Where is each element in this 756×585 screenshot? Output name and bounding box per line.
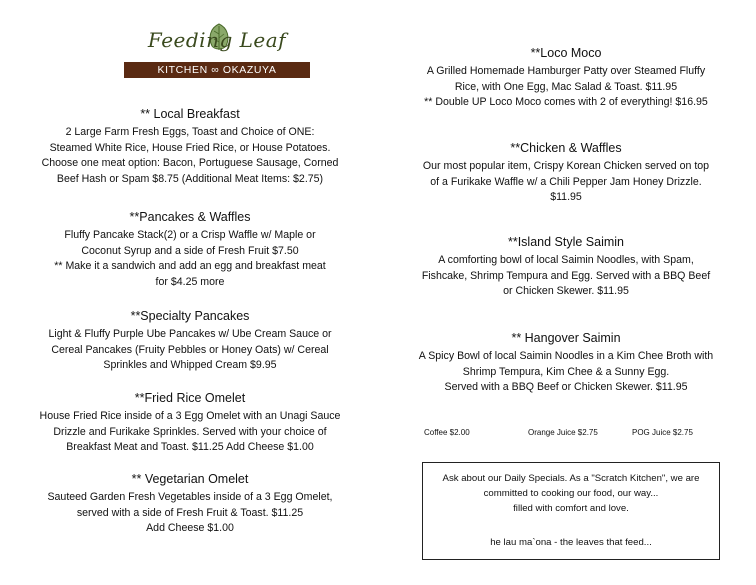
menu-section-local-breakfast <box>22 106 358 187</box>
menu-section-vegetarian-omelet <box>22 471 358 537</box>
menu-section-island-style-saimin <box>398 234 734 300</box>
section-title: **Loco Moco <box>530 46 602 60</box>
section-title: **Pancakes & Waffles <box>129 210 251 224</box>
section-description: Our most popular item, Crispy Korean Chicken served on top of a Furikake Waffle w/ a Chili Pepper Jam Honey Drizzle. $11.95 <box>422 160 710 203</box>
restaurant-logo <box>118 22 316 82</box>
menu-section-fried-rice-omelet <box>22 390 358 456</box>
section-description: A comforting bowl of local Saimin Noodles, with Spam, Fishcake, Shrimp Tempura and Egg. Served with a BBQ Beef or Chicken Skewer. $11.95 <box>421 254 711 297</box>
drink-pog-juice: POG Juice $2.75 <box>632 428 693 437</box>
section-title: ** Local Breakfast <box>140 107 240 121</box>
section-description: A Grilled Homemade Hamburger Patty over Steamed Fluffy Rice, with One Egg, Mac Salad & Toast. $11.95 ** Double UP Loco Moco comes with 2 of everything! $16.95 <box>424 65 708 108</box>
menu-section-specialty-pancakes <box>22 308 358 374</box>
menu-section-loco-moco <box>398 45 734 111</box>
daily-specials-box <box>422 462 720 560</box>
section-title: ** Vegetarian Omelet <box>131 472 249 486</box>
section-title: **Chicken & Waffles <box>510 141 622 155</box>
logo-title: Feeding Leaf <box>147 28 287 52</box>
menu-section-chicken-waffles <box>398 140 734 206</box>
section-title: ** Hangover Saimin <box>511 331 621 345</box>
menu-section-pancakes-waffles <box>22 209 358 290</box>
drink-coffee: Coffee $2.00 <box>424 428 470 437</box>
section-title: **Fried Rice Omelet <box>134 391 246 405</box>
section-description: A Spicy Bowl of local Saimin Noodles in a Kim Chee Broth with Shrimp Tempura, Kim Chee & a Sunny Egg. Served with a BBQ Beef or Chicken Skewer. $11.95 <box>418 350 714 393</box>
specials-text-line: filled with comfort and love. <box>513 503 629 514</box>
specials-text-line: committed to cooking our food, our way... <box>483 488 659 499</box>
section-description: Light & Fluffy Purple Ube Pancakes w/ Ube Cream Sauce or Cereal Pancakes (Fruity Pebbles or Honey Oats) w/ Cereal Sprinkles and Whipped Cream $9.95 <box>48 328 332 371</box>
section-description: House Fried Rice inside of a 3 Egg Omelet with an Unagi Sauce Drizzle and Furikake Sprinkles. Served with your choice of Breakfast Meat and Toast. $11.25 Add Cheese $1.00 <box>39 410 341 453</box>
section-title: **Island Style Saimin <box>507 235 625 249</box>
specials-text-line: Ask about our Daily Specials. As a "Scratch Kitchen", we are <box>442 473 700 484</box>
section-description: Fluffy Pancake Stack(2) or a Crisp Waffle w/ Maple or Coconut Syrup and a side of Fresh Fruit $7.50 ** Make it a sandwich and add an egg and breakfast meat for $4.25 more <box>54 229 326 288</box>
section-title: **Specialty Pancakes <box>130 309 250 323</box>
drink-orange-juice: Orange Juice $2.75 <box>528 428 598 437</box>
section-description: Sauteed Garden Fresh Vegetables inside of a 3 Egg Omelet, served with a side of Fresh Fruit & Toast. $11.25 Add Cheese $1.00 <box>47 491 333 534</box>
logo-subtitle: KITCHEN ∞ OKAZUYA <box>124 62 310 78</box>
specials-tagline: he lau ma`ona - the leaves that feed... <box>490 537 652 548</box>
section-description: 2 Large Farm Fresh Eggs, Toast and Choice of ONE: Steamed White Rice, House Fried Rice, or House Potatoes. Choose one meat option: Bacon, Portuguese Sausage, Corned Beef Hash or Spam $8.75 (Additional Meat Items: $2.75) <box>41 126 339 185</box>
menu-section-hangover-saimin <box>398 330 734 396</box>
